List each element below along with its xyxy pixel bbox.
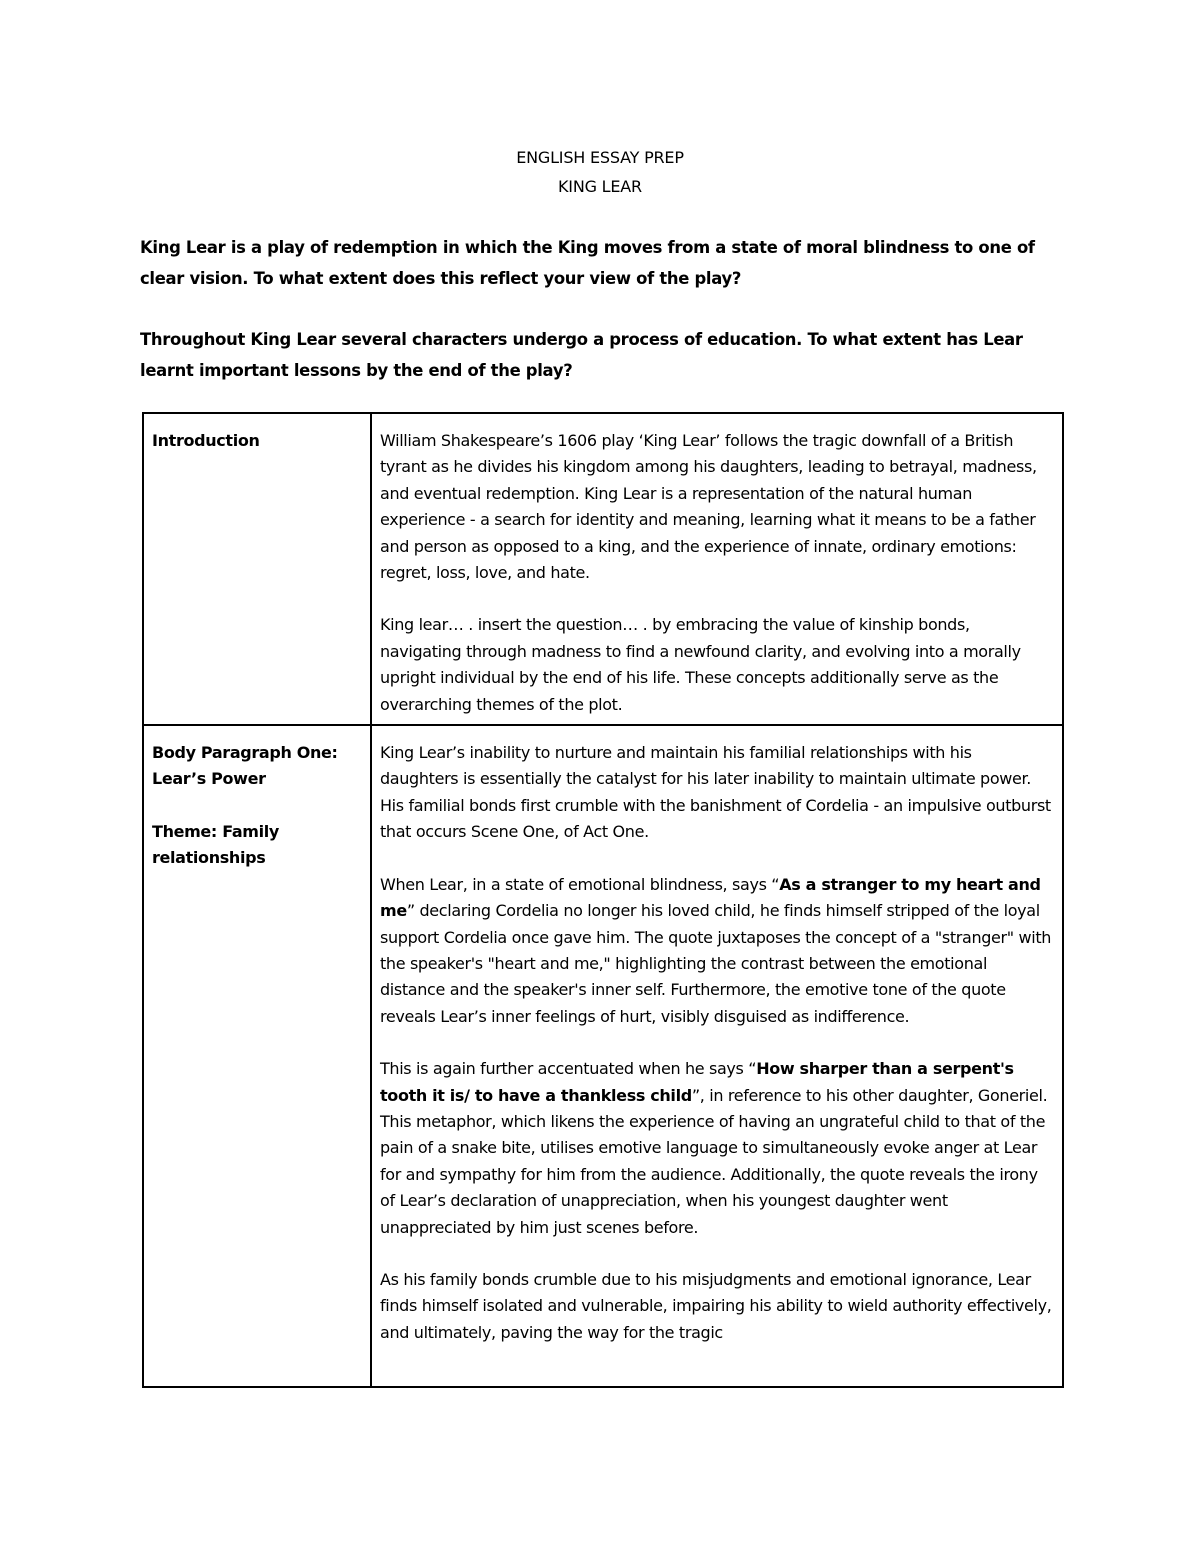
essay-plan-table — [142, 412, 1064, 1388]
intro-paragraph-2: King lear… . insert the question… . by embracing the value of kinship bonds, navigating through madness to find a newfound clarity, and evolving into a morally upright individual by the end of his life. These concepts additionally serve as the overarching themes of the plot. — [380, 615, 1021, 714]
text-segment: ”, in reference to his other daughter, Goneriel. This metaphor, which likens the experience of having an ungrateful child to that of the pain of a snake bite, utilises emotive language to simultaneously evoke anger at Lear for and sympathy for him from the audience. Additionally, the quote reveals the irony of Lear’s declaration of unappreciation, when his youngest daughter went unappreciated by him just scenes before. — [380, 1085, 1048, 1237]
text-segment: This is again further accentuated when he says “ — [380, 1059, 757, 1079]
section-label: Body Paragraph One: Lear’s Power — [152, 743, 338, 789]
text-segment: ” declaring Cordelia no longer his loved child, he finds himself stripped of the loyal support Cordelia once gave him. The quote juxtaposes the concept of a "stranger" with the speaker's "heart and me," highlighting the contrast between the emotional distance and the speaker's inner self. Furthermore, the emotive tone of the quote reveals Lear’s inner feelings of hurt, visibly disguised as indifference. — [380, 901, 1052, 1026]
quote-text: As a stranger to my heart and me — [380, 874, 1041, 921]
section-label-cell — [143, 725, 371, 1387]
document-subtitle: KING LEAR — [558, 177, 642, 196]
section-content-cell — [371, 413, 1063, 725]
section-content-cell — [371, 725, 1063, 1387]
body-paragraph-2 — [380, 872, 1054, 1030]
intro-paragraph-1: William Shakespeare’s 1606 play ‘King Lear’ follows the tragic downfall of a British tyrant as he divides his kingdom among his daughters, leading to betrayal, madness, and eventual redemption. King Lear is a representation of the natural human experience - a search for identity and meaning, learning what it means to be a father and person as opposed to a king, and the experience of innate, ordinary emotions: regret, loss, love, and hate. — [380, 431, 1037, 583]
text-segment: When Lear, in a state of emotional blindness, says “ — [380, 874, 780, 894]
table-row — [143, 413, 1063, 725]
section-label: Introduction — [152, 431, 260, 450]
section-theme-label: Theme: Family relationships — [152, 821, 279, 868]
body-paragraph-4: As his family bonds crumble due to his misjudgments and emotional ignorance, Lear finds himself isolated and vulnerable, impairing his ability to wield authority effectively, and ultimately, paving the way for the tragic — [380, 1269, 1052, 1342]
quote-text: How sharper than a serpent's tooth it is/ to have a thankless child — [380, 1059, 1014, 1105]
essay-question-2: Throughout King Lear several characters undergo a process of education. To what extent has Lear learnt important lessons by the end of the play? — [140, 330, 1023, 380]
essay-question-1: King Lear is a play of redemption in which the King moves from a state of moral blindness to one of clear vision. To what extent does this reflect your view of the play? — [140, 238, 1035, 288]
body-paragraph-1: King Lear’s inability to nurture and maintain his familial relationships with his daughters is essentially the catalyst for his later inability to maintain ultimate power. His familial bonds first crumble with the banishment of Cordelia - an impulsive outburst that occurs Scene One, of Act One. — [380, 743, 1051, 842]
body-paragraph-3 — [380, 1056, 1054, 1241]
table-row — [143, 725, 1063, 1387]
document-title: ENGLISH ESSAY PREP — [516, 148, 684, 167]
section-label-cell — [143, 413, 371, 725]
